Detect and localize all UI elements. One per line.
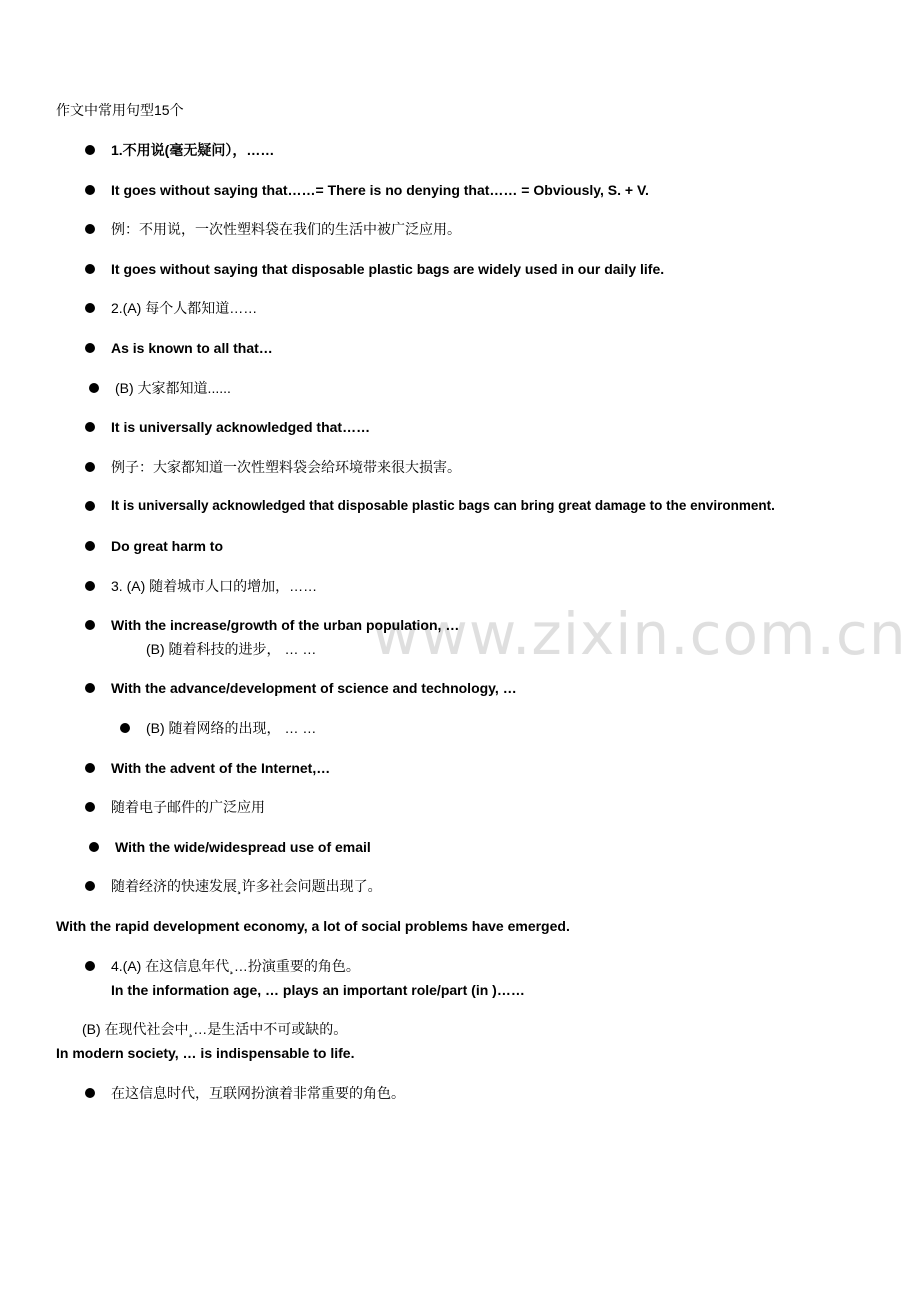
paragraph-line: In modern society, … is indispensable to life. (56, 1045, 355, 1061)
list-item: 在这信息时代，互联网扮演着非常重要的角色。 (111, 1085, 405, 1101)
list-item: It goes without saying that disposable plastic bags are widely used in our daily life. (111, 261, 665, 277)
list-item: 2.(A) 每个人都知道…… (111, 300, 258, 316)
list-item: Do great harm to (111, 538, 224, 554)
list-item: With the wide/widespread use of email (115, 839, 371, 855)
list-item: 例子：大家都知道一次性塑料袋会给环境带来很大损害。 (111, 459, 461, 475)
list-item: It is universally acknowledged that disposable plastic bags can bring great damage to the environment. (111, 496, 775, 516)
list-item: 例：不用说，一次性塑料袋在我们的生活中被广泛应用。 (111, 221, 461, 237)
list-item: (B) 随着网络的出现， … … (146, 720, 317, 736)
list-item: 4.(A) 在这信息年代¸…扮演重要的角色。 (111, 958, 360, 974)
list-item: 随着经济的快速发展¸许多社会问题出现了。 (111, 878, 382, 894)
list-item: 3. (A) 随着城市人口的增加，…… (111, 578, 318, 594)
watermark: www.zixin.com.cn (372, 600, 907, 668)
list-item: 1.不用说(毫无疑问），…… (111, 142, 275, 158)
list-item: With the advance/development of science and technology, … (111, 680, 517, 696)
paragraph-line: (B) 在现代社会中¸…是生活中不可或缺的。 (82, 1021, 348, 1037)
sub-item: (B) 随着科技的进步， … … (146, 641, 317, 657)
list-item: With the advent of the Internet,… (111, 760, 331, 776)
list-item: With the increase/growth of the urban population, … (111, 617, 460, 633)
paragraph-line: With the rapid development economy, a lot of social problems have emerged. (56, 918, 570, 934)
list-item: It goes without saying that……= There is no denying that…… = Obviously, S. + V. (111, 182, 649, 198)
list-item: As is known to all that… (111, 340, 273, 356)
list-item: (B) 大家都知道...... (115, 380, 231, 396)
sub-item: In the information age, … plays an important role/part (in )…… (111, 982, 525, 998)
list-item: It is universally acknowledged that…… (111, 419, 371, 435)
list-item: 随着电子邮件的广泛应用 (111, 799, 265, 815)
document-heading: 作文中常用句型15个 (56, 102, 184, 118)
